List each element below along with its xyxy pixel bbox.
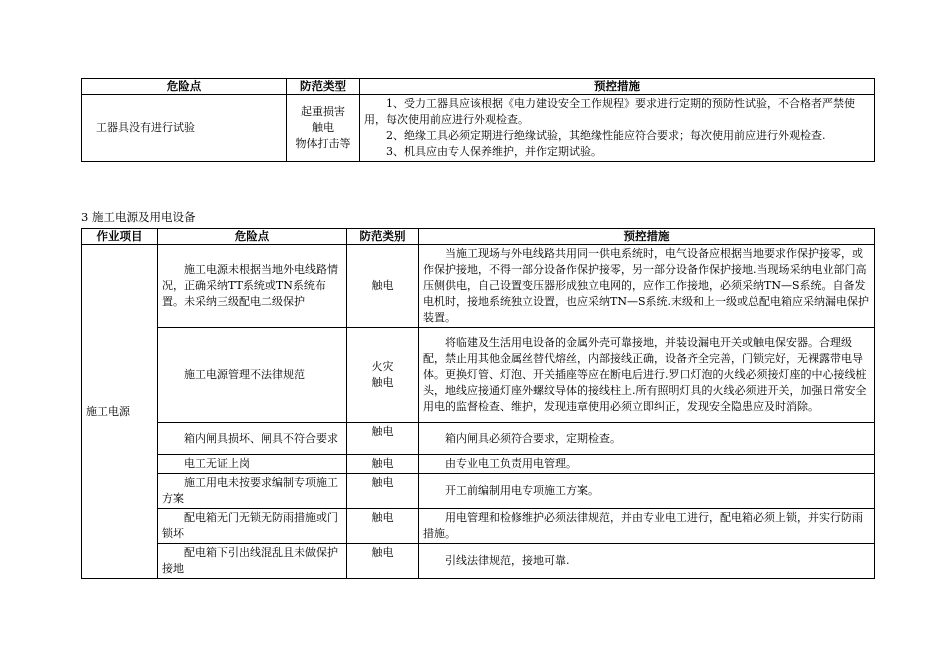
measure-cell: 由专业电工负责用电管理。	[419, 455, 875, 474]
table-header-row	[82, 229, 875, 245]
table-row	[82, 544, 875, 579]
table-row	[82, 423, 875, 455]
header-hazard: 危险点	[82, 79, 287, 95]
project-cell: 施工电源	[82, 245, 158, 579]
measure-cell: 引线法律规范，接地可靠.	[419, 544, 875, 579]
measure-item: 1、受力工器具应该根据《电力建设安全工作规程》要求进行定期的预防性试验，不合格者严禁使用，每次使用前应进行外观检查。	[364, 97, 855, 126]
hazard-cell: 电工无证上岗	[158, 455, 347, 474]
header-type: 防范类型	[287, 79, 360, 95]
type-line: 起重损害	[301, 105, 345, 118]
measure-cell: 开工前编制用电专项施工方案。	[419, 474, 875, 509]
hazard-cell: 施工电源管理不法律规范	[158, 328, 347, 423]
type-line: 火灾	[371, 360, 394, 373]
table-row	[82, 509, 875, 544]
header-hazard: 危险点	[158, 229, 347, 245]
table-row	[82, 328, 875, 423]
type-cell: 触电	[347, 509, 419, 544]
type-cell: 触电	[347, 474, 419, 509]
section-title: 3 施工电源及用电设备	[81, 210, 196, 224]
measure-cell: 箱内闸具必须符合要求，定期检查。	[419, 423, 875, 455]
table-row	[82, 455, 875, 474]
hazard-cell: 施工电源未根据当地外电线路情况，正确采纳TT系统或TN系统布置。未采纳三级配电二级保护	[158, 245, 347, 328]
hazard-cell: 施工用电未按要求编制专项施工方案	[158, 474, 347, 509]
measures-cell	[360, 95, 875, 162]
header-measures: 预控措施	[360, 79, 875, 95]
measure-cell: 将临建及生活用电设备的金属外壳可靠接地，并装设漏电开关或触电保安器。合理级配，禁止用其他金属丝替代熔丝，内部接线正确，设备齐全完善，门锁完好，无裸露带电导体。更换灯管、灯泡、开关插座等应在断电后进行.罗口灯泡的火线必须接灯座的中心接线桩头，地线应接通灯座外螺纹导体的接线柱上.所有照明灯具的火线必须进开关，加强日常安全用电的监督检查、维护，发现违章使用必须立即纠正，发现安全隐患应及时消除。	[419, 328, 875, 423]
measure-item: 3、机具应由专人保养维护，并作定期试验。	[386, 145, 602, 158]
type-line: 触电	[312, 121, 334, 134]
table-header-row	[82, 79, 875, 95]
table-row	[82, 245, 875, 328]
type-line: 物体打击等	[295, 137, 351, 150]
type-cell: 触电	[347, 544, 419, 579]
type-cell	[347, 328, 419, 423]
header-project: 作业项目	[82, 229, 158, 245]
hazard-table-tools	[81, 78, 875, 162]
hazard-cell: 工器具没有进行试验	[82, 95, 287, 162]
hazard-cell: 箱内闸具损坏、闸具不符合要求	[158, 423, 347, 455]
measure-cell: 当施工现场与外电线路共用同一供电系统时，电气设备应根据当地要求作保护接零，或作保护接地，不得一部分设备作保护接零，另一部分设备作保护接地.当现场采纳电业部门高压侧供电，自己设置变压器形成独立电网的，应作工作接地，必须采纳TN—S系统。自备发电机时，接地系统独立设置，也应采纳TN—S系统.末级和上一级或总配电箱应采纳漏电保护装置。	[419, 245, 875, 328]
table-row	[82, 95, 875, 162]
hazard-cell: 配电箱无门无锁无防雨措施或门锁坏	[158, 509, 347, 544]
type-cell: 触电	[347, 423, 419, 455]
header-measures: 预控措施	[419, 229, 875, 245]
measure-cell: 用电管理和检修维护必须法律规范，并由专业电工进行，配电箱必须上锁，并实行防雨措施。	[419, 509, 875, 544]
type-cell	[287, 95, 360, 162]
hazard-table-power	[81, 228, 875, 579]
type-line: 触电	[371, 376, 394, 389]
type-cell: 触电	[347, 455, 419, 474]
hazard-cell: 配电箱下引出线混乱且未做保护接地	[158, 544, 347, 579]
header-type: 防范类别	[347, 229, 419, 245]
measure-item: 2、绝缘工具必须定期进行绝缘试验，其绝缘性能应符合要求；每次使用前应进行外观检查.	[386, 129, 826, 142]
type-cell: 触电	[347, 245, 419, 328]
table-row	[82, 474, 875, 509]
